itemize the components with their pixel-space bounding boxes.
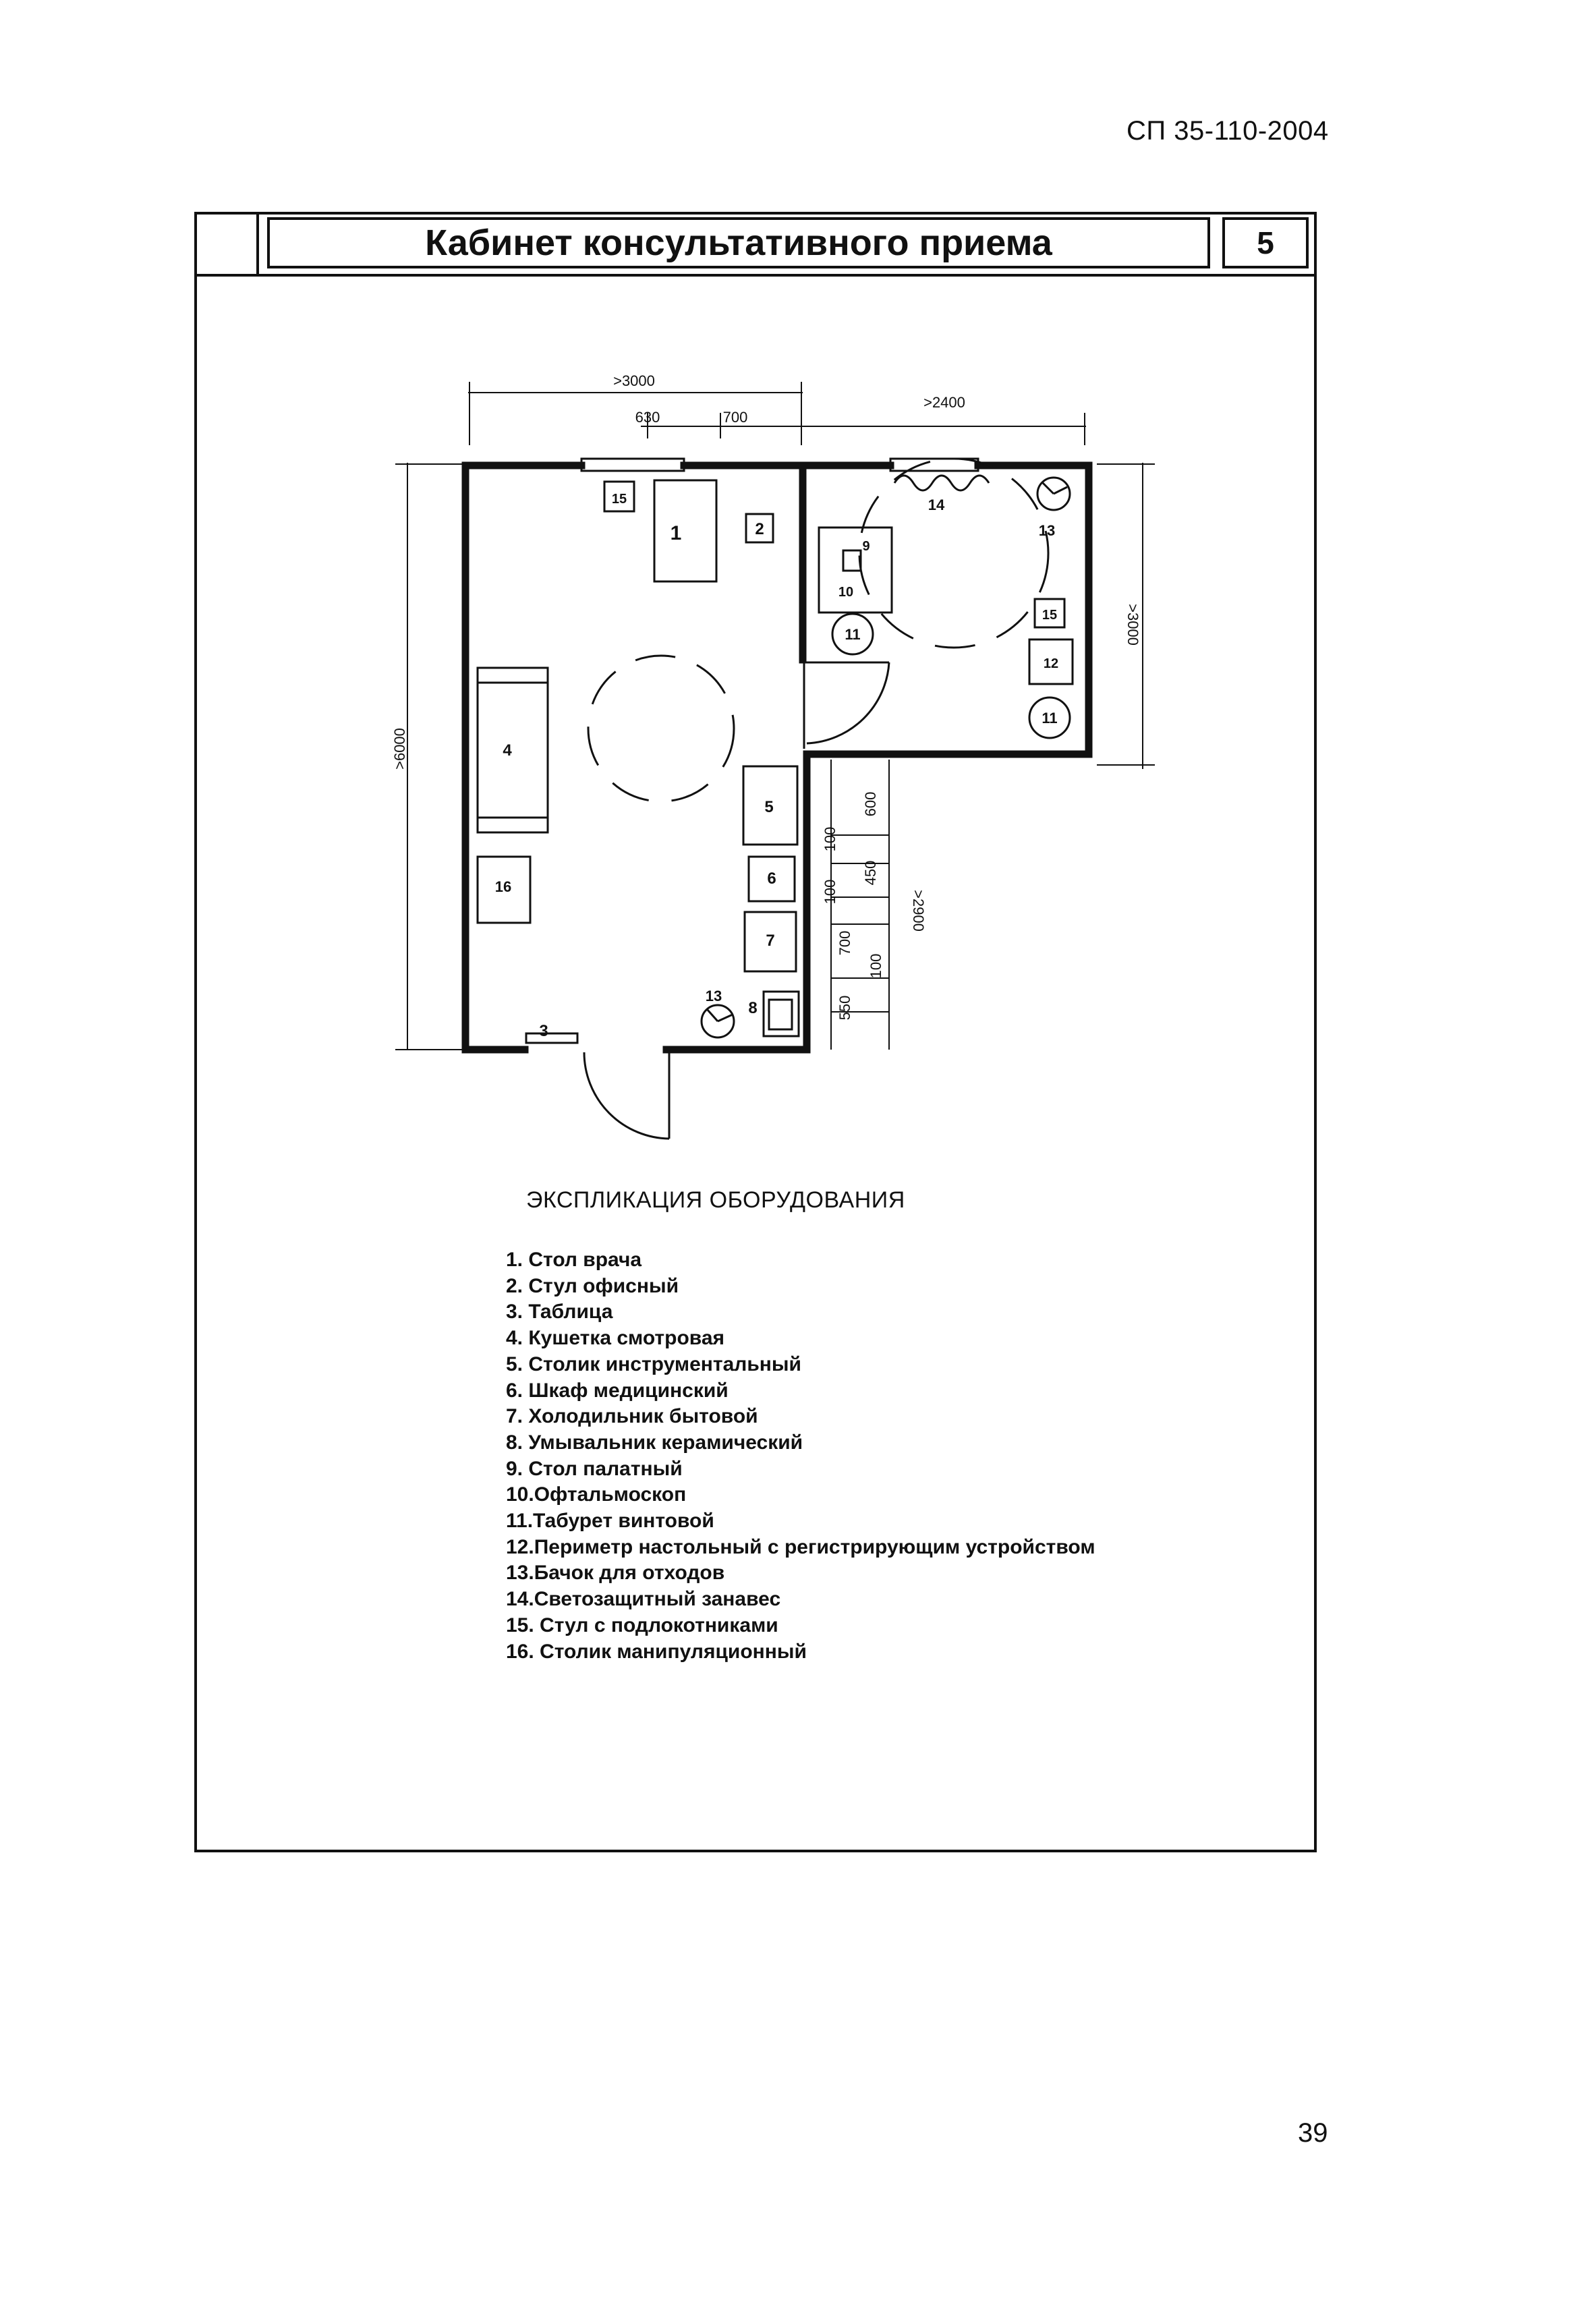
legend-item: 1. Стол врача [506,1249,642,1271]
legend-item: 16. Столик манипуляционный [506,1640,807,1663]
washbasin-bowl [769,1000,792,1029]
window-left [581,459,684,471]
vision-chart [526,1033,577,1043]
legend-item: 2. Стул офисный [506,1274,679,1297]
legend-item: 13.Бачок для отходов [506,1562,725,1585]
doors [584,662,889,1139]
legend-item: 3. Таблица [506,1301,613,1323]
label-9: 9 [862,539,870,554]
label-13a: 13 [705,988,722,1004]
label-15a: 15 [611,492,627,507]
label-6: 6 [767,870,776,888]
legend-item: 11.Табурет винтовой [506,1510,714,1533]
exam-couch [478,668,548,832]
dim-corridor-d6: 100 [867,953,884,979]
label-11a: 11 [845,626,861,643]
ophthalmoscope [843,550,861,571]
dim-right-height: >3000 [1124,604,1141,646]
dim-top-seg-b: 700 [722,409,748,426]
label-4: 4 [503,741,512,760]
label-13b: 13 [1038,522,1056,539]
legend-item: 4. Кушетка смотровая [506,1327,725,1350]
sheet-title: Кабинет консультативного приема [267,217,1210,268]
label-16: 16 [494,878,512,895]
turning-zones [588,459,1048,801]
document-code: СП 35-110-2004 [1127,116,1329,146]
dim-corridor-length: >2900 [910,890,927,932]
label-7: 7 [766,932,775,950]
legend-item: 14.Светозащитный занавес [506,1588,781,1611]
dim-top-seg-a: 630 [635,409,660,426]
legend-item: 5. Столик инструментальный [506,1352,801,1375]
entry-door-swing [584,1052,669,1139]
label-8: 8 [748,999,758,1017]
equipment-legend [506,1187,1095,1665]
inner-door-swing [807,662,889,743]
doctor-desk [654,480,716,581]
legend-item: 9. Стол палатный [506,1457,683,1480]
dim-top-total-left: >3000 [613,372,655,389]
legend-item: 15. Стул с подлокотниками [506,1614,778,1636]
label-5: 5 [764,798,774,816]
dim-corridor-d1: 100 [822,826,838,852]
walls [465,465,1089,1050]
legend-title: ЭКСПЛИКАЦИЯ ОБОРУДОВАНИЯ [526,1187,905,1213]
label-11b: 11 [1042,710,1058,727]
legend-item: 7. Холодильник бытовой [506,1405,758,1428]
legend-item: 10.Офтальмоскоп [506,1483,687,1506]
dim-top-right: >2400 [923,394,965,411]
legend-item: 8. Умывальник керамический [506,1431,803,1454]
dim-corridor-d7: 550 [836,995,853,1021]
label-1: 1 [670,522,682,544]
label-2: 2 [755,520,764,538]
legend-item: 6. Шкаф медицинский [506,1379,729,1402]
dimension-lines [395,382,1155,1050]
dim-corridor-d3: 100 [822,879,838,905]
sheet-number: 5 [1222,217,1309,268]
label-15b: 15 [1042,608,1058,623]
legend-list [506,1247,1095,1665]
label-3: 3 [539,1022,548,1040]
dim-corridor-d2: 600 [862,791,879,817]
dim-corridor-d4: 450 [862,860,879,886]
page-number: 39 [1298,2118,1328,2148]
window-right [890,459,978,471]
equipment [478,476,1073,1043]
legend-item: 12.Периметр настольный с регистрирующим устройством [506,1535,1095,1558]
label-12: 12 [1043,656,1059,671]
label-14: 14 [928,496,945,513]
label-10: 10 [838,585,854,600]
dim-corridor-d5: 700 [836,930,853,956]
dim-left-height: >6000 [391,728,408,770]
light-curtain [894,476,989,490]
